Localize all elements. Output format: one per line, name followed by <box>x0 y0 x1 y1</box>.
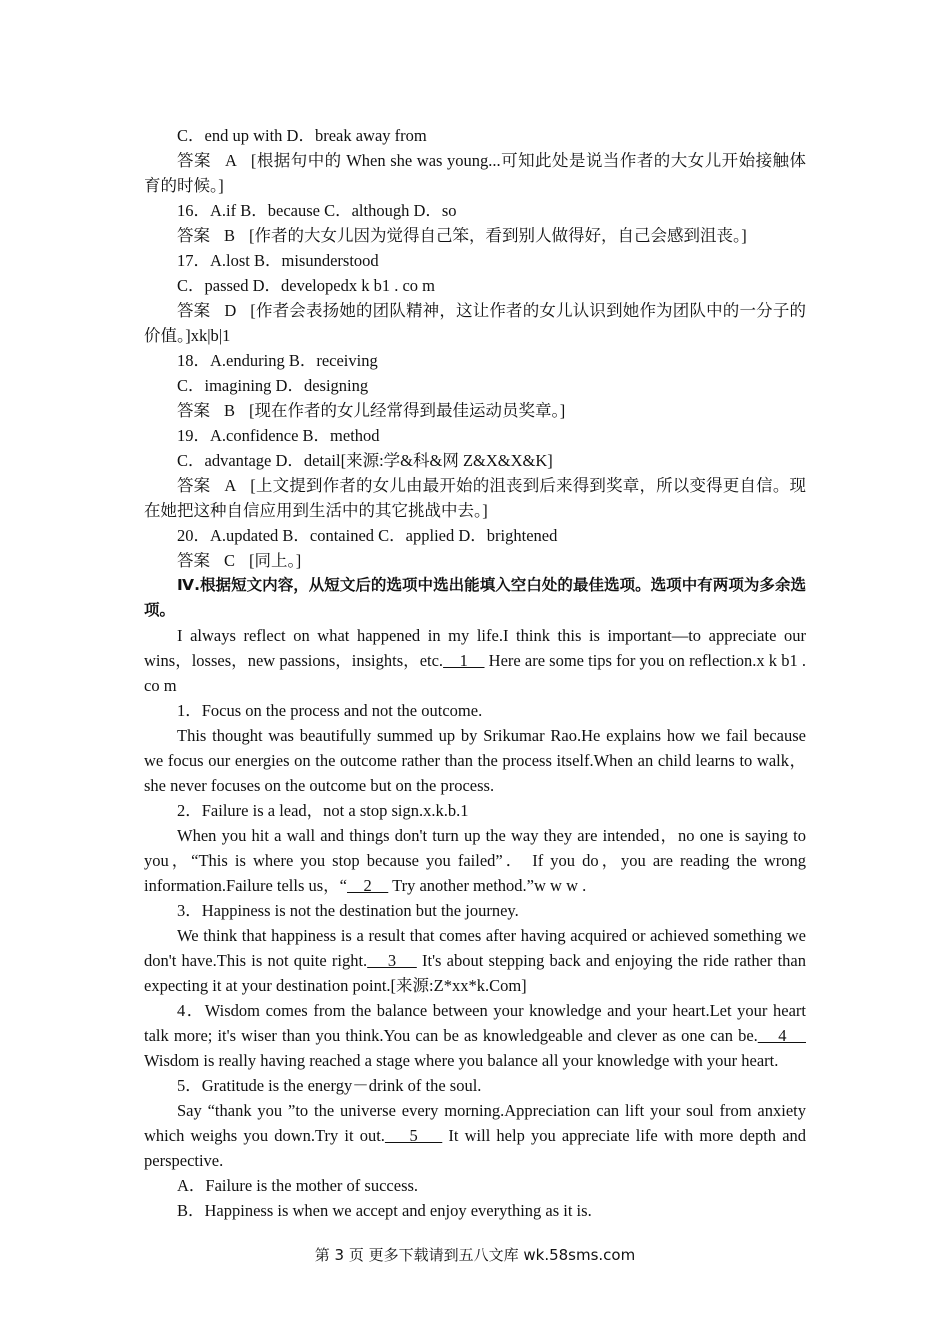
passage-text: 4．Wisdom comes from the balance between your knowledge and your heart.Let your heart talk more; it's wiser than you think.You can be as knowledgeable and clever as one can be. <box>144 1001 806 1045</box>
passage-text: Wisdom is really having reached a stage where you balance all your knowledge with your heart. <box>144 1051 779 1070</box>
tip-4 <box>144 998 806 1073</box>
section-heading: Ⅳ.根据短文内容，从短文后的选项中选出能填入空白处的最佳选项。选项中有两项为多余选项。 <box>144 576 806 619</box>
answer-letter: B <box>224 226 236 245</box>
q18-options-cd: C．imagining D．designing <box>177 376 369 395</box>
passage-text: I always reflect on what happened in my life.I think this is important—to appreciate our wins，losses，new passions，insights，etc. <box>144 626 806 670</box>
answer-letter: B <box>224 401 236 420</box>
q18-answer <box>144 398 806 423</box>
passage-text: Say “thank you ”to the universe every morning.Appreciation can lift your soul from anxiety which weighs you down.Try it out. <box>144 1101 806 1145</box>
answer-letter: A <box>224 151 237 170</box>
answer-label: 答案 <box>177 476 211 495</box>
tip-1-body: This thought was beautifully summed up by Srikumar Rao.He explains how we fail because we focus our energies on the outcome rather than the process itself.When an child learns to walk，she never focuses on the outcome but on the process. <box>144 726 806 795</box>
q15-answer <box>144 148 806 198</box>
passage-text: When you hit a wall and things don't turn up the way they are intended，no one is saying to you，“This is where you stop because you failed”． If you do，you are reading the wrong information.Failure tells us，“ <box>144 826 806 895</box>
answer-letter: D <box>224 301 237 320</box>
blank-2: 2 <box>347 876 389 895</box>
answer-label: 答案 <box>177 401 210 420</box>
q15-options-cd: C．end up with D．break away from <box>177 126 427 145</box>
q19-options-ab: 19．A.confidence B．method <box>177 426 380 445</box>
passage-text: Try another method.”w w w . <box>388 876 587 895</box>
answer-label: 答案 <box>177 551 210 570</box>
tip-5-title: 5．Gratitude is the energy－drink of the soul. <box>177 1076 482 1095</box>
tip-3-body <box>144 923 806 998</box>
q16-answer <box>144 223 806 248</box>
passage-text: Here are some tips for you on reflection.x k b1 . co m <box>144 651 806 695</box>
answer-explanation: [现在作者的女儿经常得到最佳运动员奖章。] <box>249 401 566 420</box>
q18-options-ab: 18．A.enduring B．receiving <box>177 351 378 370</box>
tip-5-body <box>144 1098 806 1173</box>
passage-text: We think that happiness is a result that comes after having acquired or achieved something we don't have.This is not quite right. <box>144 926 806 970</box>
q17-answer <box>144 298 806 348</box>
answer-explanation: [同上。] <box>249 551 302 570</box>
passage-text: It will help you appreciate life with more depth and perspective. <box>144 1126 807 1170</box>
document-body <box>144 123 806 1223</box>
answer-explanation: [上文提到作者的女儿由最开始的沮丧到后来得到奖章，所以变得更自信。现在她把这种自信应用到生活中的其它挑战中去。] <box>144 476 807 520</box>
q16-options: 16．A.if B．because C．although D．so <box>177 201 457 220</box>
q20-options: 20．A.updated B．contained C．applied D．brightened <box>177 526 558 545</box>
answer-letter: A <box>224 476 237 495</box>
option-b: B．Happiness is when we accept and enjoy everything as it is. <box>177 1201 592 1220</box>
option-a: A．Failure is the mother of success. <box>177 1176 419 1195</box>
tip-2-title: 2．Failure is a lead，not a stop sign.x.k.b.1 <box>177 801 469 820</box>
answer-label: 答案 <box>177 226 210 245</box>
blank-3: 3 <box>367 951 417 970</box>
q17-options-cd: C．passed D．developedx k b1 . co m <box>177 276 435 295</box>
answer-explanation: [作者会表扬她的团队精神，这让作者的女儿认识到她作为团队中的一分子的价值。]xk|b|1 <box>144 301 807 345</box>
answer-label: 答案 <box>177 301 211 320</box>
page-footer: 第 3 页 更多下载请到五八文库 wk.58sms.com <box>314 1246 636 1264</box>
q19-options-cd: C．advantage D．detail[来源:学&科&网 Z&X&X&K] <box>177 451 553 470</box>
blank-5: 5 <box>384 1126 443 1145</box>
blank-1: 1 <box>443 651 485 670</box>
answer-explanation: [作者的大女儿因为觉得自己笨，看到别人做得好，自己会感到沮丧。] <box>249 226 747 245</box>
answer-explanation: [根据句中的 When she was young...可知此处是说当作者的大女儿开始接触体育的时候。] <box>144 151 807 195</box>
tip-1-title: 1．Focus on the process and not the outcome. <box>177 701 483 720</box>
answer-letter: C <box>224 551 236 570</box>
tip-2-body <box>144 823 806 898</box>
blank-4: 4 <box>757 1026 806 1045</box>
tip-3-title: 3．Happiness is not the destination but the journey. <box>177 901 519 920</box>
q20-answer <box>144 548 806 573</box>
passage-intro <box>144 623 806 698</box>
q17-options-ab: 17．A.lost B．misunderstood <box>177 251 379 270</box>
passage-text: It's about stepping back and enjoying the ride rather than expecting it at your destination point.[来源:Z*xx*k.Com] <box>144 951 806 995</box>
q19-answer <box>144 473 806 523</box>
answer-label: 答案 <box>177 151 211 170</box>
